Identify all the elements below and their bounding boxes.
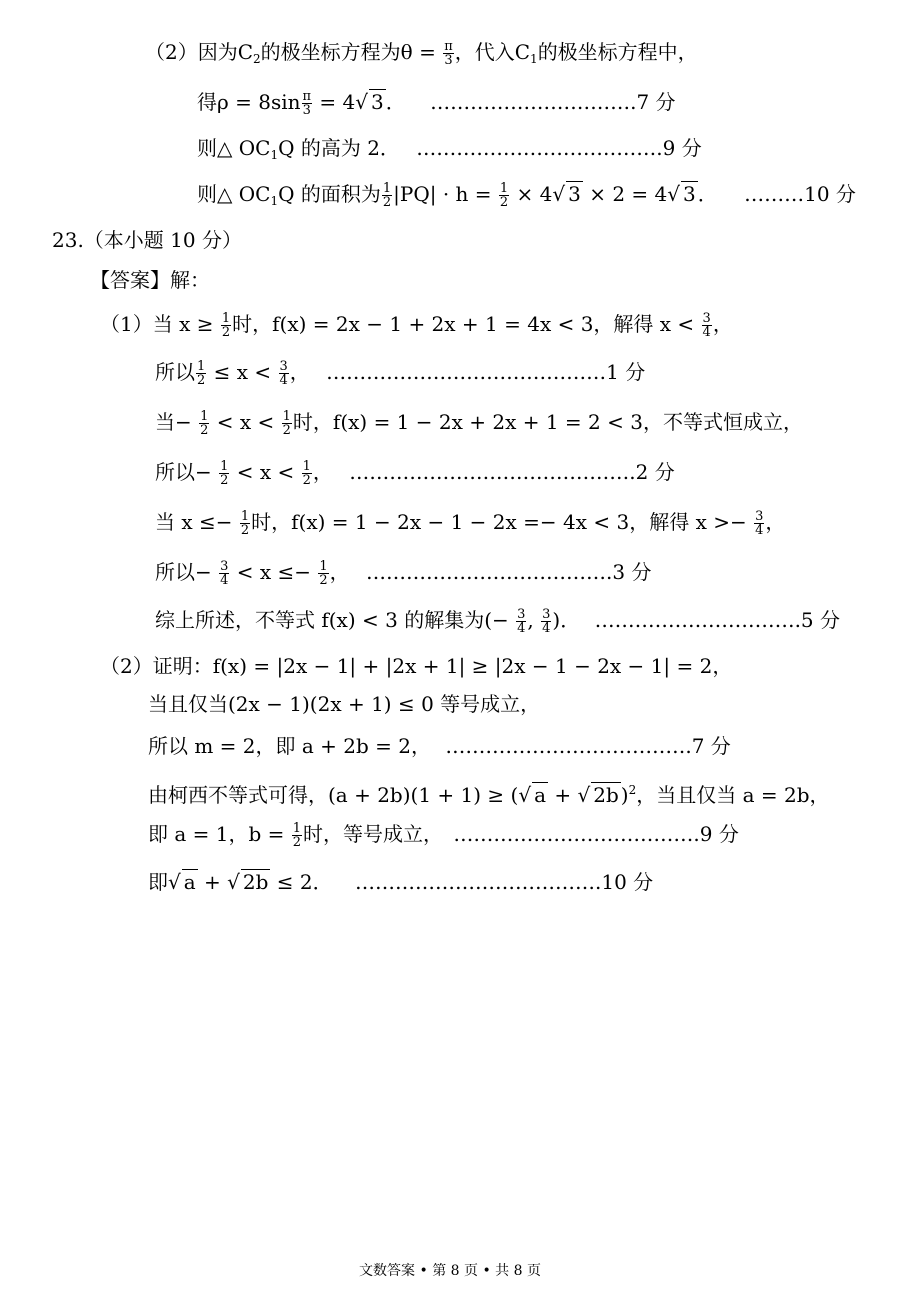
fraction: $\frac{3}{4}$ [220,559,229,588]
fraction: $\frac{3}{4}$ [279,359,288,388]
fraction: $\frac{1}{2}$ [240,509,250,538]
score-mark: ……………………………….3 分 [366,560,652,584]
page-footer: 文数答案 • 第 8 页 • 共 8 页 [359,1263,541,1279]
sqrt-symbol: √ 3 [355,90,384,114]
line-case2-result: 所以− $\frac{1}{2}$ < x < $\frac{1}{2}$ ， …………………………………….2 分 [155,459,675,488]
fraction: $\frac{1}{2}$ [220,459,229,488]
line-equality-values: 即 a = 1，b = $\frac{1}{2}$ 时，等号成立， ……………………………….9 分 [148,821,739,850]
score-mark: ………10 分 [744,182,856,206]
fraction: $\frac{1}{2}$ [319,559,328,588]
score-mark: ……………………………….9 分 [416,136,702,160]
sqrt-symbol: √ 2b [577,783,619,807]
answer-label: 【答案】解： [90,268,210,292]
score-mark: …………………………………….2 分 [349,460,675,484]
fraction: $\frac{1}{2}$ [382,181,392,210]
fraction: $\frac{1}{2}$ [221,311,231,340]
score-mark: ………………………….7 分 [430,90,676,114]
fraction: $\frac{\pi}{3}$ [302,89,312,118]
line-case3-result: 所以− $\frac{3}{4}$ < x ≤− $\frac{1}{2}$ ， ……………………………….3 分 [155,559,652,588]
line-height: 则△ $OC_1Q$ 的高为 2． ……………………………….9 分 [197,136,702,162]
line-summary: 综上所述，不等式 f(x) < 3 的解集为(− $\frac{3}{4}$ , $\frac{3}{4}$ )． ………………………….5 分 [155,607,841,636]
line-case2: 当− $\frac{1}{2}$ < x < $\frac{1}{2}$ 时，f(x) = 1 − 2x + 2x + 1 = 2 < 3，不等式恒成立， [155,409,803,438]
line-part2-polar: （2）因为$C_2$的极坐标方程为θ = $\frac{\pi}{3}$ ，代入$C_1$的极坐标方程中， [145,39,698,68]
fraction: $\frac{1}{2}$ [302,459,311,488]
fraction: $\frac{1}{2}$ [292,821,302,850]
sqrt-symbol: √ a [518,783,547,807]
line-case1-result: 所以 $\frac{1}{2}$ ≤ x < $\frac{3}{4}$ ， ……………………………………1 分 [155,359,646,388]
sqrt-symbol: √ 2b [227,870,269,894]
fraction: $\frac{1}{2}$ [282,409,291,438]
line-m-value: 所以 m = 2，即 a + 2b = 2， ……………………………….7 分 [148,734,731,758]
line-case3: 当 x ≤− $\frac{1}{2}$ 时，f(x) = 1 − 2x − 1 − 2x =− 4x < 3，解得 x >− $\frac{3}{4}$ ， [155,509,786,538]
fraction: $\frac{3}{4}$ [702,311,711,340]
question-23-heading: 23.（本小题 10 分） [52,228,242,252]
fraction: $\frac{3}{4}$ [517,607,526,636]
fraction: $\frac{\pi}{3}$ [444,39,453,68]
score-mark: ………………………….5 分 [594,608,841,632]
line-proof-start: （2）证明：f(x) = |2x − 1| + |2x + 1| ≥ |2x − 1 − 2x − 1| = 2， [100,654,733,678]
score-mark: ……………………………….10 分 [355,870,654,894]
fraction: $\frac{1}{2}$ [200,409,209,438]
line-cauchy: 由柯西不等式可得，(a + 2b)(1 + 1) ≥ (√ a + √ 2b )$^2$，当且仅当 a = 2b， [148,783,830,807]
line-conclusion: 即√ a + √ 2b ≤ 2． ……………………………….10 分 [148,870,654,894]
score-mark: ……………………………….9 分 [453,822,739,846]
line-rho-result: 得ρ = 8sin $\frac{\pi}{3}$ = 4√ 3 ． ………………………….7 分 [197,89,676,118]
score-mark: ……………………………….7 分 [445,734,731,758]
sqrt-symbol: √ a [168,870,196,894]
sqrt-symbol: √ 3 [667,182,696,206]
line-equality-condition: 当且仅当(2x − 1)(2x + 1) ≤ 0 等号成立， [148,692,541,716]
fraction: $\frac{1}{2}$ [499,181,509,210]
score-mark: ……………………………………1 分 [326,360,646,384]
line-area: 则△ $OC_1Q$ 的面积为 $\frac{1}{2}$ |PQ| · h = $\frac{1}{2}$ × 4√ 3 × 2 = 4√ 3 ． ………10 分 [197,181,856,210]
fraction: $\frac{1}{2}$ [197,359,206,388]
sqrt-symbol: √ 3 [552,182,581,206]
fraction: $\frac{3}{4}$ [542,607,551,636]
line-case1: （1）当 x ≥ $\frac{1}{2}$ 时，f(x) = 2x − 1 + 2x + 1 = 4x < 3，解得 x < $\frac{3}{4}$ ， [100,311,733,340]
fraction: $\frac{3}{4}$ [755,509,764,538]
